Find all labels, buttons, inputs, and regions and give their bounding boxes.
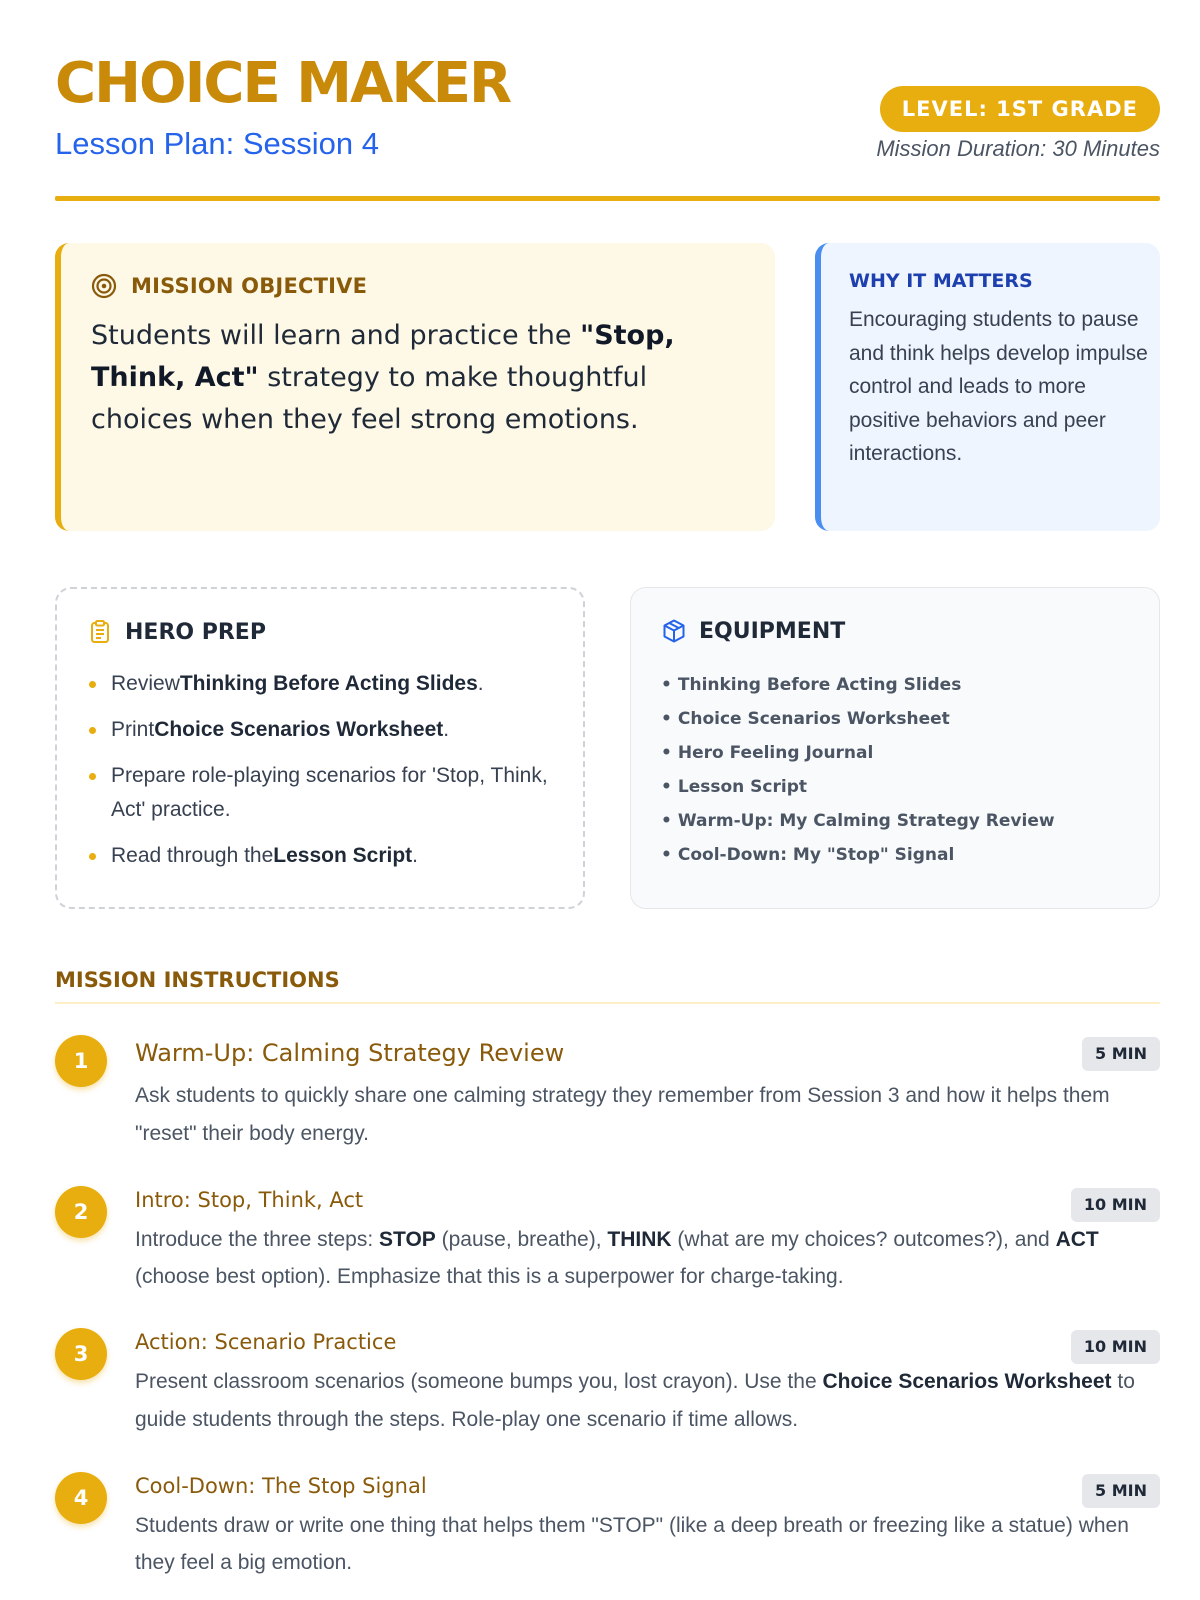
step-text: Present classroom scenarios (someone bumps you, lost crayon). Use the <box>135 1370 823 1393</box>
step-description: Students draw or write one thing that helps them "STOP" (like a deep breath or freezing like a statue) when they feel a big emotion. <box>135 1514 1129 1574</box>
objective-text-tail: strategy to make thoughtful choices when they feel strong emotions. <box>91 362 648 435</box>
why-text: Encouraging students to pause and think helps develop impulse control and leads to more positive behaviors and peer interactions. <box>849 308 1148 465</box>
prep-heading: HERO PREP <box>125 619 266 645</box>
step-title: Cool-Down: The Stop Signal <box>135 1474 427 1498</box>
prep-list <box>87 667 557 885</box>
step-text: (what are my choices? outcomes?), and <box>671 1228 1056 1251</box>
why-it-matters-card <box>815 243 1160 531</box>
step-number-badge: 3 <box>55 1328 107 1380</box>
prep-item-text: Read through the <box>111 844 274 867</box>
target-icon <box>91 273 117 299</box>
list-item: • Warm-Up: My Calming Strategy Review <box>661 804 1055 838</box>
mission-objective-card <box>55 243 775 531</box>
equipment-heading: EQUIPMENT <box>699 618 846 644</box>
prep-item-punct: . <box>443 718 450 741</box>
prep-item-resource: Lesson Script <box>273 844 413 867</box>
session-subtitle: Lesson Plan: Session 4 <box>55 126 379 161</box>
list-item <box>87 667 557 701</box>
step-title: Intro: Stop, Think, Act <box>135 1188 364 1212</box>
step-resource: Choice Scenarios Worksheet <box>822 1370 1112 1393</box>
prep-item-resource: Choice Scenarios Worksheet <box>154 718 444 741</box>
page-title: CHOICE MAKER <box>55 51 511 116</box>
step-duration-badge: 10 MIN <box>1071 1330 1160 1364</box>
step-duration-badge: 5 MIN <box>1082 1474 1160 1508</box>
prep-item-resource: Thinking Before Acting Slides <box>179 672 478 695</box>
list-item <box>87 759 557 827</box>
step-number-badge: 1 <box>55 1035 107 1087</box>
list-item <box>87 839 557 873</box>
equipment-header <box>661 618 845 644</box>
step-text: (pause, breathe), <box>435 1228 608 1251</box>
step-keyword: THINK <box>607 1228 672 1251</box>
hero-prep-card <box>55 587 585 909</box>
equipment-card <box>630 587 1160 909</box>
step-description: Ask students to quickly share one calming strategy they remember from Session 3 and how it helps them "reset" their body energy. <box>135 1084 1110 1145</box>
list-item: • Choice Scenarios Worksheet <box>661 702 1055 736</box>
instructions-heading: MISSION INSTRUCTIONS <box>55 968 340 992</box>
lesson-plan-page <box>55 0 1160 1600</box>
list-item: • Hero Feeling Journal <box>661 736 1055 770</box>
step-text: to guide students through the steps. Role-play one scenario if time allows. <box>135 1370 1135 1431</box>
prep-item-text: Print <box>111 718 155 741</box>
prep-header <box>87 619 266 645</box>
objective-heading: MISSION OBJECTIVE <box>131 274 368 298</box>
step-description <box>135 1363 1145 1439</box>
step-title: Action: Scenario Practice <box>135 1330 397 1354</box>
step-duration-badge: 5 MIN <box>1082 1037 1160 1071</box>
step-duration-badge: 10 MIN <box>1071 1188 1160 1222</box>
clipboard-icon <box>87 619 113 645</box>
prep-item-punct: . <box>412 844 419 867</box>
instructions-divider <box>55 1002 1160 1004</box>
list-item: • Thinking Before Acting Slides <box>661 668 1055 702</box>
objective-text-lead: Students will learn and practice the <box>91 320 581 351</box>
step-title: Warm-Up: Calming Strategy Review <box>135 1039 565 1067</box>
prep-item-punct: . <box>477 672 484 695</box>
package-icon <box>661 618 687 644</box>
why-heading: WHY IT MATTERS <box>849 270 1033 292</box>
step-keyword: ACT <box>1055 1228 1099 1251</box>
header-divider <box>55 196 1160 201</box>
level-badge: LEVEL: 1ST GRADE <box>880 86 1160 132</box>
prep-item-text: Review <box>111 672 180 695</box>
list-item: • Cool-Down: My "Stop" Signal <box>661 838 1055 872</box>
list-item: • Lesson Script <box>661 770 1055 804</box>
step-number-badge: 2 <box>55 1186 107 1238</box>
equipment-list <box>661 668 1055 872</box>
list-item <box>87 713 557 747</box>
step-text: (choose best option). Emphasize that this is a superpower for charge-taking. <box>135 1265 844 1288</box>
objective-text <box>91 315 751 441</box>
step-description <box>135 1221 1145 1295</box>
mission-duration: Mission Duration: 30 Minutes <box>876 136 1160 161</box>
step-keyword: STOP <box>378 1228 436 1251</box>
step-number-badge: 4 <box>55 1472 107 1524</box>
objective-strategy-name: "Stop, Think, Act" <box>91 320 675 393</box>
objective-header <box>91 273 367 299</box>
step-text: Introduce the three steps: <box>135 1228 379 1251</box>
prep-item-text: Prepare role-playing scenarios for 'Stop, Think, Act' practice. <box>111 764 548 821</box>
